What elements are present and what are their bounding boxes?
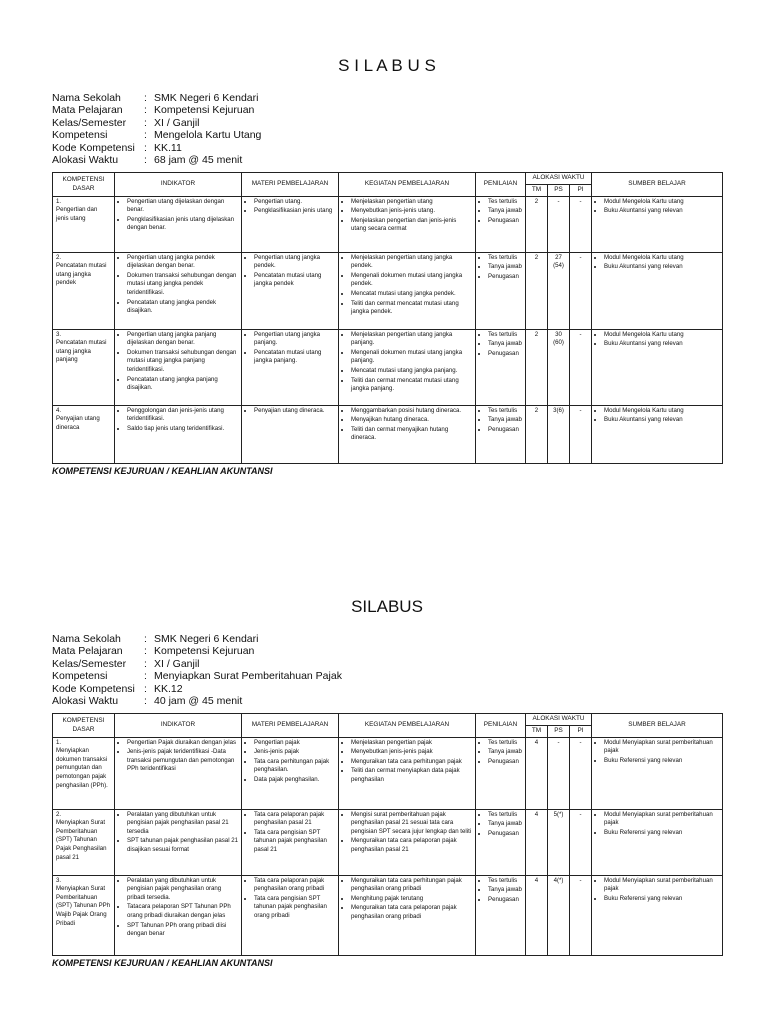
list-item: • Menguraikan tata cara pelaporan pajak penghasilan orang pribadi [351,904,472,921]
list-item: • Tata cara pengisian SPT tahunan pajak penghasilan pasal 21 [254,829,335,855]
list-item: • Tes tertulis [488,331,522,340]
sumber-cell [592,329,723,405]
sumber-cell [592,809,723,875]
info-value: XI / Ganjil [154,657,200,670]
list-item: • Buku Akuntansi yang relevan [604,416,719,425]
list-item: • Buku Referensi yang relevan [604,895,719,904]
list-item: • Menjelaskan pengertian dan jenis-jenis utang secara cermat [351,217,472,234]
list-item: • Saldo tiap jenis utang teridentifikasi. [127,425,238,434]
info-label: Kode Kompetensi [52,141,135,154]
info-value: 68 jam @ 45 menit [154,154,243,167]
footer-note: KOMPETENSI KEJURUAN / KEAHLIAN AKUNTANSI [52,957,273,968]
list-item: • Jenis-jenis pajak teridentifikasi -Data transaksi pemungutan dan pemotongan PPh teridentifikasi [127,748,238,774]
info-value: Mengelola Kartu Utang [154,129,262,142]
sumber-cell [592,875,723,955]
list-item: • Tes tertulis [488,198,522,207]
info-label: Kelas/Semester [52,116,127,129]
list-item: • Menjelaskan pengertian pajak [351,739,472,748]
list-item: • Penugasan [488,830,522,839]
sumber-cell [592,252,723,329]
header-ps: PS [548,185,570,197]
pi-cell: - [570,405,592,463]
info-separator: : [144,104,147,117]
info-row [52,695,722,707]
info-label: Nama Sekolah [52,633,121,645]
list-item: • Tes tertulis [488,739,522,748]
kompetensi-cell: 1. Menyiapkan dokumen transaksi pemungutan dan pemotongan pajak penghasilan (PPh). [53,737,115,809]
list-item: • Mencatat mutasi utang jangka pendek. [351,290,472,299]
info-separator: : [144,645,147,658]
list-item: • Pengertian utang jangka pendek. [254,254,335,271]
materi-cell [242,809,339,875]
list-item: • Teliti dan cermat menyiapkan data pajak penghasilan [351,767,472,784]
header-indikator: INDIKATOR [115,173,242,196]
header-materi: MATERI PEMBELAJARAN [242,173,339,196]
list-item: • Pencatatan mutasi utang jangka panjang. [254,349,335,366]
list-item: • Menguraikan tata cara perhitungan pajak penghasilan orang pribadi [351,877,472,894]
tm-cell: 4 [526,809,548,875]
table-row [53,875,723,955]
penilaian-cell [476,405,526,463]
list-item: • Buku Akuntansi yang relevan [604,207,719,216]
info-value: KK.12 [154,682,183,695]
list-item: • Tanya jawab [488,886,522,895]
list-item: • Modul Mengelola Kartu utang [604,254,719,263]
list-item: • Mengenali dokumen mutasi utang jangka panjang. [351,349,472,366]
info-label: Mata Pelajaran [52,104,123,117]
kompetensi-cell: 2. Menyiapkan Surat Pemberitahuan (SPT) Tahunan Pajak Penghasilan pasal 21 [53,809,115,875]
list-item: • Buku Referensi yang relevan [604,829,719,838]
info-value: SMK Negeri 6 Kendari [154,92,259,104]
tm-cell: 2 [526,196,548,252]
list-item: • Tanya jawab [488,820,522,829]
table-header-row [53,173,723,185]
indikator-cell [115,196,242,252]
info-label: Alokasi Waktu [52,154,119,167]
pi-cell: - [570,252,592,329]
info-label: Kode Kompetensi [52,682,135,695]
info-separator: : [144,670,147,683]
tm-cell: 4 [526,737,548,809]
ps-cell: - [548,737,570,809]
list-item: • SPT tahunan pajak penghasilan pasal 21 disajikan sesuai format [127,837,238,854]
kegiatan-cell [339,875,476,955]
info-row [52,129,722,141]
info-separator: : [144,116,147,129]
header-tm: TM [526,185,548,197]
list-item: • Dokumen transaksi sehubungan dengan mutasi utang jangka panjang teridentifikasi. [127,349,238,375]
sumber-cell [592,737,723,809]
indikator-cell [115,809,242,875]
syllabus-info [52,92,722,166]
footer-note: KOMPETENSI KEJURUAN / KEAHLIAN AKUNTANSI [52,465,273,476]
kegiatan-cell [339,809,476,875]
list-item: • Tatacara pelaporan SPT Tahunan PPh orang pribadi diuraikan dengan jelas [127,903,238,920]
info-separator: : [144,695,147,708]
materi-cell [242,875,339,955]
kegiatan-cell [339,329,476,405]
header-ps: PS [548,726,570,738]
list-item: • Modul Mengelola Kartu utang [604,407,719,416]
header-sumber: SUMBER BELAJAR [592,173,723,196]
header-kompetensi: KOMPETENSI DASAR [53,714,115,737]
list-item: • Tes tertulis [488,254,522,263]
list-item: • Pengertian pajak [254,739,335,748]
info-value: KK.11 [154,141,182,154]
list-item: • Tes tertulis [488,877,522,886]
table-row [53,329,723,405]
syllabus-table [52,172,723,463]
materi-cell [242,329,339,405]
ps-cell: - [548,196,570,252]
penilaian-cell [476,252,526,329]
info-value: 40 jam @ 45 menit [154,695,243,708]
list-item: • Modul Mengelola Kartu utang [604,198,719,207]
list-item: • Tes tertulis [488,407,522,416]
list-item: • Pengertian utang. [254,198,335,207]
kegiatan-cell [339,196,476,252]
header-kegiatan: KEGIATAN PEMBELAJARAN [339,173,476,196]
info-value: Kompetensi Kejuruan [154,104,255,117]
info-row [52,104,722,116]
list-item: • Menyebutkan jenis-jenis utang. [351,207,472,216]
header-alokasi: ALOKASI WAKTU [526,173,592,185]
info-label: Mata Pelajaran [52,645,123,658]
list-item: • Pencatatan utang jangka panjang disajikan. [127,376,238,393]
list-item: • Menyajikan hutang dineraca. [351,416,472,425]
list-item: • Tanya jawab [488,416,522,425]
kompetensi-cell: 3. Menyiapkan Surat Pemberitahuan (SPT) Tahunan PPh Wajib Pajak Orang Pribadi [53,875,115,955]
indikator-cell [115,252,242,329]
penilaian-cell [476,737,526,809]
list-item: • Teliti dan cermat mencatat mutasi utang jangka panjang. [351,377,472,394]
list-item: • Penugasan [488,896,522,905]
info-row [52,142,722,154]
list-item: • Modul Menyiapkan surat pemberitahuan pajak [604,811,719,828]
info-separator: : [144,657,147,670]
pi-cell: - [570,196,592,252]
list-item: • Menguraikan tata cara perhitungan pajak [351,758,472,767]
info-value: SMK Negeri 6 Kendari [154,633,259,645]
list-item: • Data pajak penghasilan. [254,776,335,785]
header-penilaian: PENILAIAN [476,173,526,196]
list-item: • Pengertian utang jangka pendek dijelaskan dengan benar. [127,254,238,271]
list-item: • Menyebutkan jenis-jenis pajak [351,748,472,757]
list-item: • Tata cara pengisian SPT tahunan pajak penghasilan orang pribadi [254,895,335,921]
sumber-cell [592,405,723,463]
syllabus-title: S I L A B U S [338,56,436,75]
indikator-cell [115,329,242,405]
pi-cell: - [570,875,592,955]
header-pi: PI [570,726,592,738]
penilaian-cell [476,875,526,955]
info-row [52,117,722,129]
sumber-cell [592,196,723,252]
list-item: • Penugasan [488,758,522,767]
list-item: • Tanya jawab [488,207,522,216]
info-value: Menyiapkan Surat Pemberitahuan Pajak [154,670,342,683]
list-item: • Menjelaskan pengertian utang [351,198,472,207]
list-item: • Peralatan yang dibutuhkan untuk pengisian pajak penghasilan pasal 21 tersedia [127,811,238,837]
info-label: Kompetensi [52,129,108,142]
table-row [53,737,723,809]
list-item: • SPT Tahunan PPh orang pribadi diisi dengan benar [127,922,238,939]
info-row [52,645,722,657]
materi-cell [242,196,339,252]
header-kegiatan: KEGIATAN PEMBELAJARAN [339,714,476,737]
materi-cell [242,737,339,809]
silabus-section-kk12 [52,597,722,968]
info-separator: : [144,154,147,167]
syllabus-info [52,633,722,707]
list-item: • Menjelaskan pengertian utang jangka pendek. [351,254,472,271]
kegiatan-cell [339,737,476,809]
header-sumber: SUMBER BELAJAR [592,714,723,737]
list-item: • Penggolongan dan jenis-jenis utang teridentifikasi. [127,407,238,424]
list-item: • Buku Referensi yang relevan [604,757,719,766]
header-penilaian: PENILAIAN [476,714,526,737]
list-item: • Jenis-jenis pajak [254,748,335,757]
list-item: • Tanya jawab [488,263,522,272]
info-separator: : [144,633,147,645]
header-materi: MATERI PEMBELAJARAN [242,714,339,737]
table-row [53,196,723,252]
list-item: • Modul Mengelola Kartu utang [604,331,719,340]
list-item: • Pengertian Pajak diuraikan dengan jelas [127,739,238,748]
list-item: • Penugasan [488,426,522,435]
info-separator: : [144,129,147,142]
list-item: • Mengisi surat pemberitahuan pajak penghasilan pasal 21 sesuai tata cara pengisian SPT secara jujur lengkap dan teliti [351,811,472,837]
list-item: • Tata cara pelaporan pajak penghasilan pasal 21 [254,811,335,828]
list-item: • Peralatan yang dibutuhkan untuk pengisian pajak penghasilan orang pribadi tersedia. [127,877,238,903]
penilaian-cell [476,196,526,252]
info-label: Alokasi Waktu [52,695,119,708]
info-value: Kompetensi Kejuruan [154,645,255,658]
list-item: • Tanya jawab [488,748,522,757]
tm-cell: 2 [526,252,548,329]
kegiatan-cell [339,405,476,463]
info-row [52,92,722,104]
pi-cell: - [570,737,592,809]
ps-cell: 4(*) [548,875,570,955]
list-item: • Menjelaskan pengertian utang jangka panjang. [351,331,472,348]
info-row [52,633,722,645]
syllabus-title: SILABUS [351,597,423,616]
list-item: • Tata cara pelaporan pajak penghasilan orang pribadi [254,877,335,894]
list-item: • Menguraikan tata cara pelaporan pajak penghasilan pasal 21 [351,837,472,854]
kegiatan-cell [339,252,476,329]
info-label: Kelas/Semester [52,657,127,670]
kompetensi-cell: 4. Penyajian utang dineraca [53,405,115,463]
list-item: • Menggambarkan posisi hutang dineraca. [351,407,472,416]
list-item: • Modul Menyiapkan surat pemberitahuan pajak [604,739,719,756]
table-row [53,405,723,463]
list-item: • Pencatatan utang jangka pendek disajikan. [127,299,238,316]
ps-cell: 30 (60) [548,329,570,405]
indikator-cell [115,875,242,955]
list-item: • Penugasan [488,350,522,359]
kompetensi-cell: 2. Pencatatan mutasi utang jangka pendek [53,252,115,329]
list-item: • Pengklasifikasian jenis utang [254,207,335,216]
list-item: • Tanya jawab [488,340,522,349]
header-tm: TM [526,726,548,738]
info-label: Nama Sekolah [52,92,121,104]
info-row [52,670,722,682]
list-item: • Teliti dan cermat menyajikan hutang dineraca. [351,426,472,443]
materi-cell [242,405,339,463]
indikator-cell [115,737,242,809]
info-label: Kompetensi [52,670,108,683]
info-separator: : [144,141,147,154]
header-kompetensi: KOMPETENSI DASAR [53,173,115,196]
ps-cell: 5(*) [548,809,570,875]
header-alokasi: ALOKASI WAKTU [526,714,592,726]
penilaian-cell [476,329,526,405]
kompetensi-cell: 1. Pengertian dan jenis utang [53,196,115,252]
info-separator: : [144,92,147,104]
pi-cell: - [570,809,592,875]
list-item: • Pengertian utang jangka panjang dijelaskan dengan benar. [127,331,238,348]
kompetensi-cell: 3. Pencatatan mutasi utang jangka panjang [53,329,115,405]
pi-cell: - [570,329,592,405]
info-row [52,658,722,670]
list-item: • Tes tertulis [488,811,522,820]
info-separator: : [144,682,147,695]
list-item: • Penugasan [488,217,522,226]
list-item: • Pengklasifikasian jenis utang dijelaskan dengan benar. [127,216,238,233]
silabus-section-kk11 [52,56,722,476]
table-header-row [53,714,723,726]
list-item: • Penyajian utang dineraca. [254,407,335,416]
tm-cell: 2 [526,405,548,463]
header-pi: PI [570,185,592,197]
header-indikator: INDIKATOR [115,714,242,737]
ps-cell: 3(6) [548,405,570,463]
list-item: • Mencatat mutasi utang jangka panjang. [351,367,472,376]
penilaian-cell [476,809,526,875]
list-item: • Dokumen transaksi sehubungan dengan mutasi utang jangka pendek teridentifikasi. [127,272,238,298]
list-item: • Teliti dan cermat mencatat mutasi utang jangka pendek. [351,300,472,317]
list-item: • Buku Akuntansi yang relevan [604,263,719,272]
info-row [52,683,722,695]
syllabus-table [52,713,723,955]
ps-cell: 27 (54) [548,252,570,329]
list-item: • Pengertian utang jangka panjang. [254,331,335,348]
list-item: • Pencatatan mutasi utang jangka pendek [254,272,335,289]
indikator-cell [115,405,242,463]
list-item: • Mengenali dokumen mutasi utang jangka pendek. [351,272,472,289]
table-row [53,252,723,329]
table-row [53,809,723,875]
list-item: • Modul Menyiapkan surat pemberitahuan pajak [604,877,719,894]
materi-cell [242,252,339,329]
list-item: • Buku Akuntansi yang relevan [604,340,719,349]
info-value: XI / Ganjil [154,116,200,129]
list-item: • Tata cara perhitungan pajak penghasilan. [254,758,335,775]
list-item: • Menghitung pajak terutang [351,895,472,904]
info-row [52,154,722,166]
tm-cell: 2 [526,329,548,405]
tm-cell: 4 [526,875,548,955]
list-item: • Penugasan [488,273,522,282]
list-item: • Pengertian utang dijelaskan dengan benar. [127,198,238,215]
